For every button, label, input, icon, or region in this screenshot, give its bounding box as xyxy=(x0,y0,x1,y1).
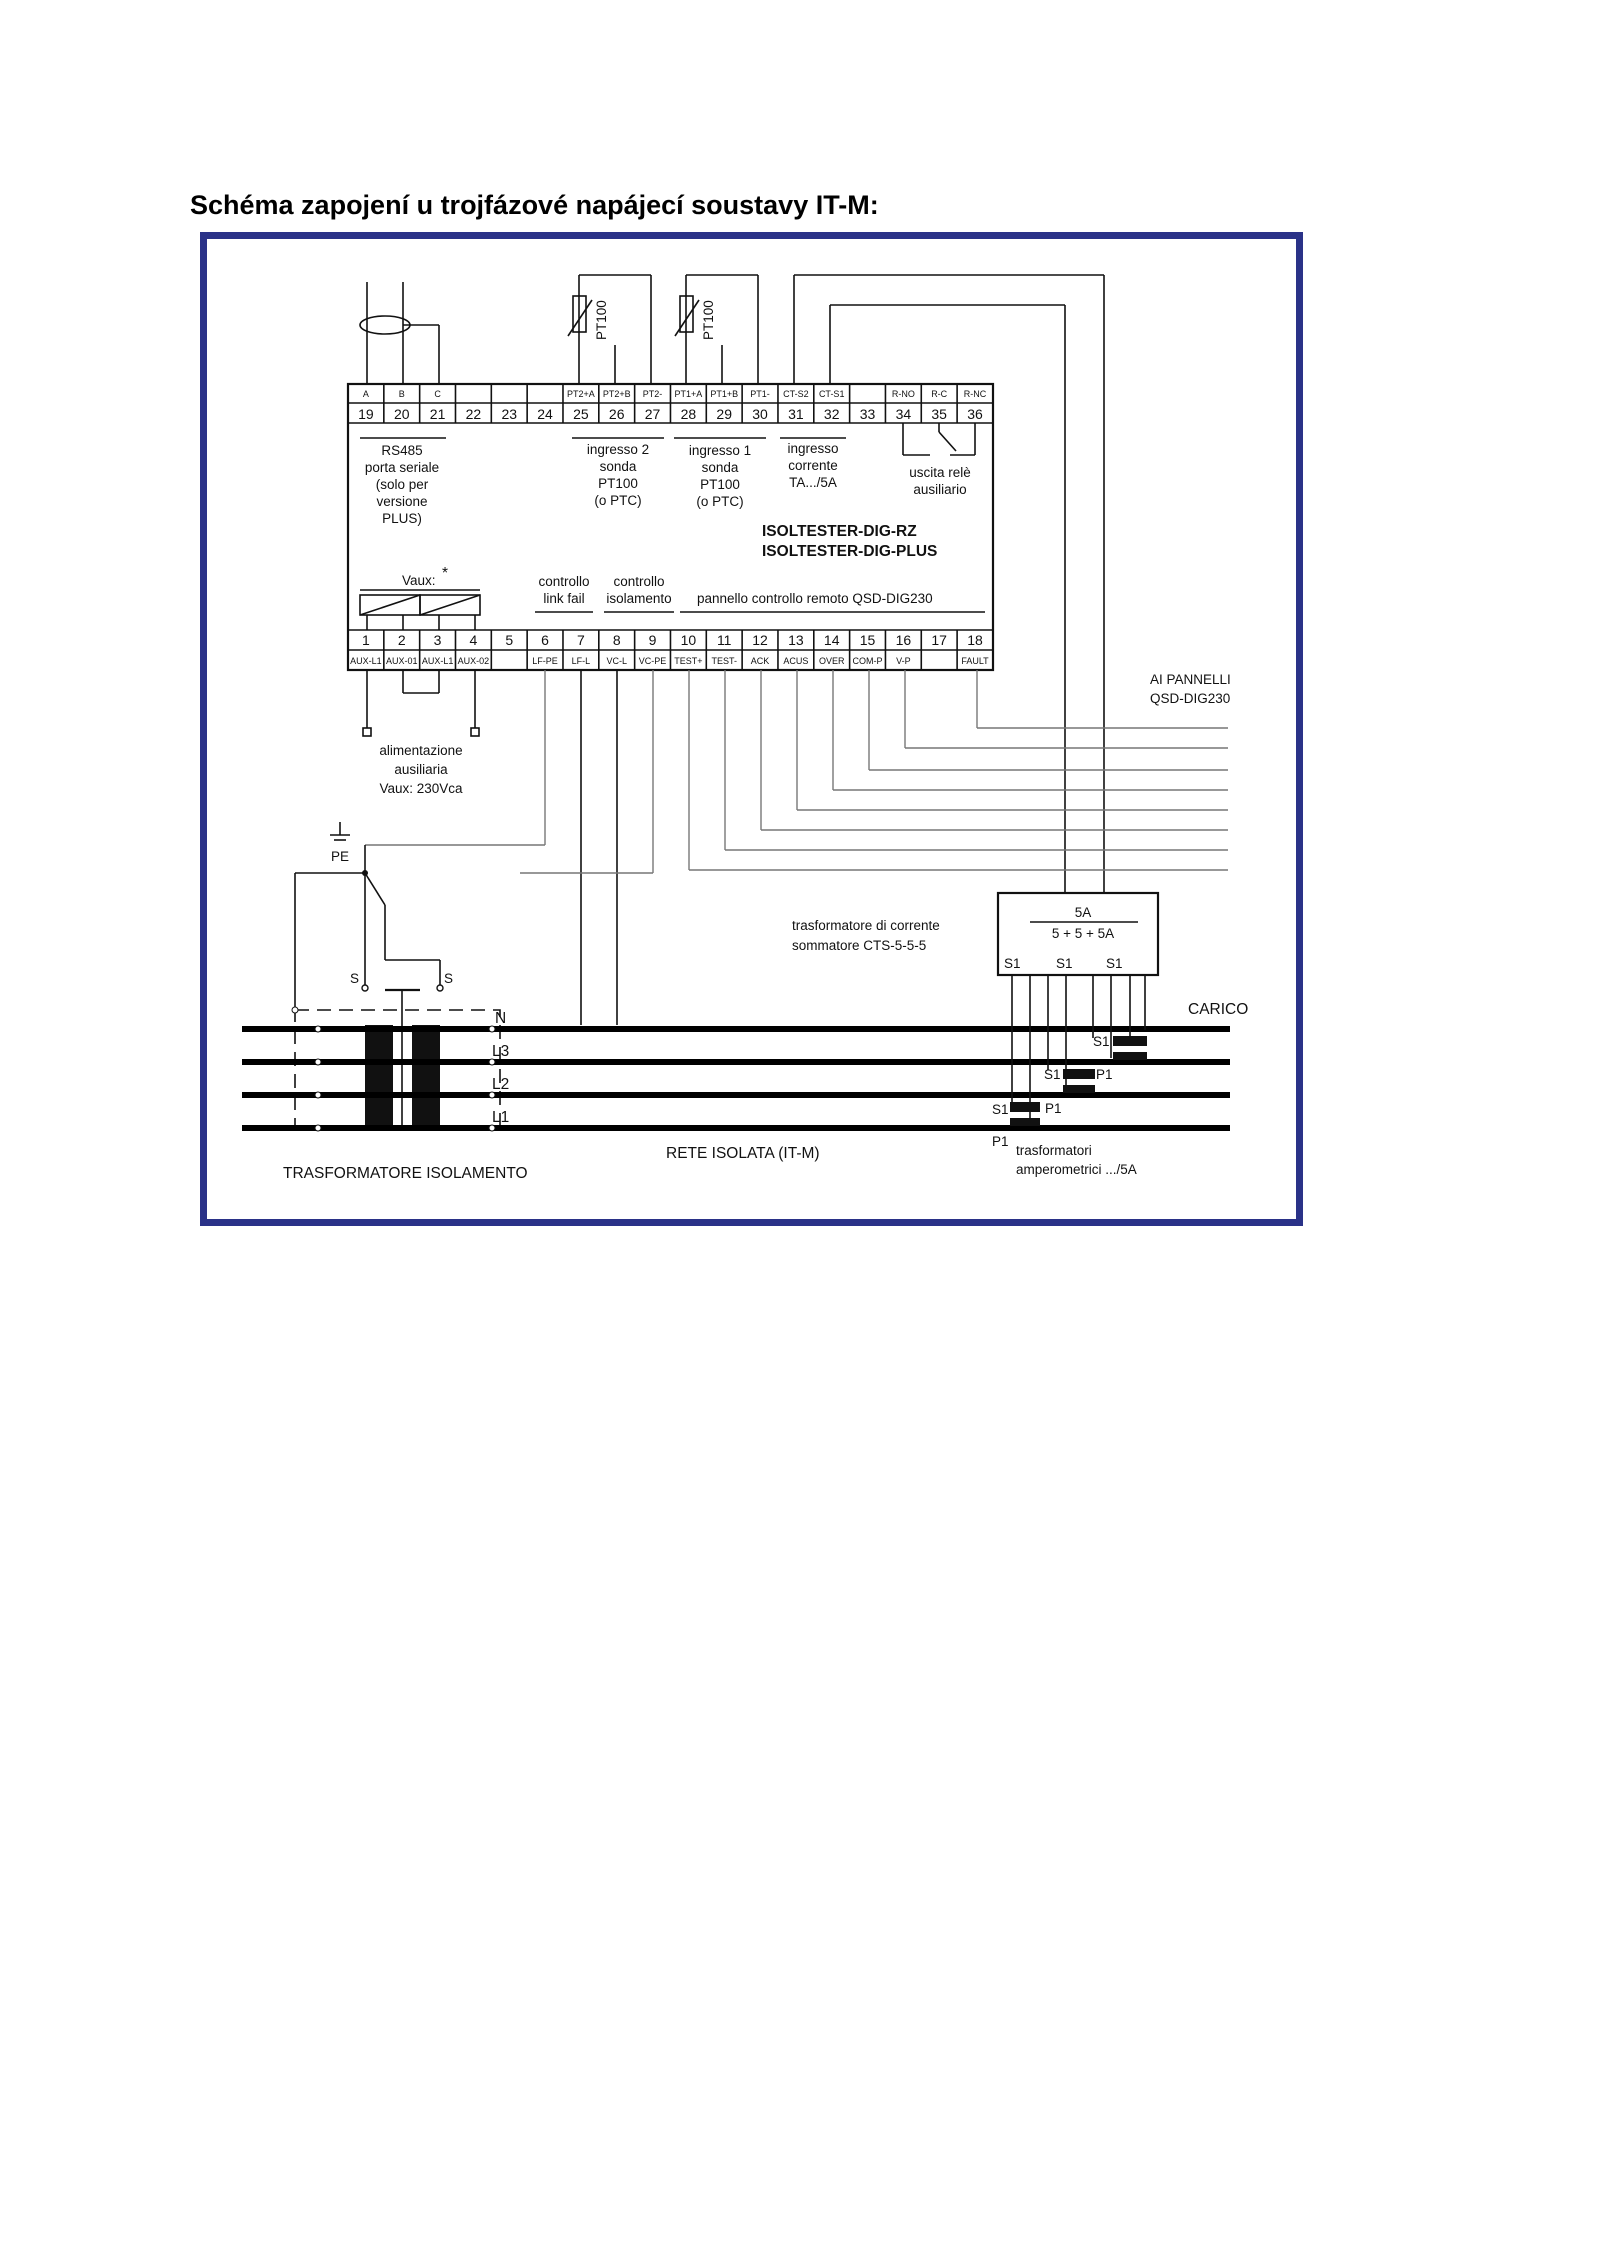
bottom-terminals-number-8: 9 xyxy=(648,632,657,648)
ingresso2-label-3: (o PTC) xyxy=(594,493,642,508)
bottom-terminals-number-7: 8 xyxy=(612,632,621,648)
ai-pannelli-1: QSD-DIG230 xyxy=(1150,691,1231,706)
bottom-terminals-label-3: AUX-02 xyxy=(457,656,490,666)
ct-wires xyxy=(794,275,1104,893)
top-terminals-number-7: 26 xyxy=(608,406,625,422)
pt100-sensor-2 xyxy=(568,275,651,384)
bottom-terminals-label-10: TEST- xyxy=(711,656,737,666)
top-terminals-label-12: CT-S2 xyxy=(783,389,809,399)
top-terminals-label-13: CT-S1 xyxy=(818,389,845,399)
top-terminals-number-9: 28 xyxy=(680,406,697,422)
model-name-rz: ISOLTESTER-DIG-RZ xyxy=(762,523,917,540)
sommatore-box-1: 5 + 5 + 5A xyxy=(1051,926,1115,941)
aux-coil-2 xyxy=(420,595,480,615)
top-terminals-label-9: PT1+A xyxy=(674,389,703,399)
sommatore-label-1: sommatore CTS-5-5-5 xyxy=(792,938,927,953)
rs485-cable xyxy=(360,282,439,384)
top-terminals-number-15: 34 xyxy=(895,406,912,422)
bottom-terminals-number-14: 15 xyxy=(859,632,876,648)
bus-label-l2: L2 xyxy=(492,1076,510,1093)
top-terminals-number-13: 32 xyxy=(823,406,840,422)
ingresso-corrente-1: corrente xyxy=(788,458,838,473)
bottom-terminals-number-13: 14 xyxy=(823,632,840,648)
bottom-terminals-label-14: COM-P xyxy=(852,656,883,666)
top-terminals-label-11: PT1- xyxy=(750,389,770,399)
top-terminals-label-17: R-NC xyxy=(963,389,987,399)
bottom-terminals-label-8: VC-PE xyxy=(638,656,667,666)
top-terminals-number-16: 35 xyxy=(931,406,947,422)
bottom-terminals-label-7: VC-L xyxy=(606,656,627,666)
page-title: Schéma zapojení u trojfázové napájecí soustavy IT-M: xyxy=(190,190,879,220)
top-terminals-number-4: 23 xyxy=(501,406,518,422)
bottom-terminals-number-6: 7 xyxy=(576,632,585,648)
ingresso2-label-2: PT100 xyxy=(598,476,638,491)
ct-l1-s1: S1 xyxy=(992,1102,1009,1117)
top-terminals-label-7: PT2+B xyxy=(602,389,631,399)
bus-label-l3: L3 xyxy=(492,1043,510,1060)
vaux-asterisk: * xyxy=(442,565,449,582)
panel-wires xyxy=(689,670,1231,870)
sommatore-label-0: trasformatore di corrente xyxy=(792,918,940,933)
bottom-terminals-label-13: OVER xyxy=(818,656,845,666)
bottom-terminals-label-5: LF-PE xyxy=(532,656,558,666)
aux-coil-1 xyxy=(360,595,420,615)
bottom-terminals-label-15: V-P xyxy=(896,656,911,666)
alimentazione-0: alimentazione xyxy=(379,743,463,758)
rs485-label-0: RS485 xyxy=(381,443,423,458)
top-terminals-label-0: A xyxy=(362,389,369,399)
pe-label: PE xyxy=(331,849,350,864)
top-terminals-number-10: 29 xyxy=(716,406,733,422)
bottom-terminals-number-10: 11 xyxy=(716,632,732,648)
ingresso2-label-0: ingresso 2 xyxy=(586,442,650,457)
ingresso-corrente-0: ingresso xyxy=(787,441,839,456)
top-terminals-label-16: R-C xyxy=(931,389,948,399)
bottom-terminals-number-11: 12 xyxy=(752,632,768,648)
bottom-terminals-number-16: 17 xyxy=(931,632,947,648)
controllo-link-0: controllo xyxy=(538,574,590,589)
bottom-terminals-number-3: 4 xyxy=(469,632,478,648)
s-label-2: S xyxy=(444,971,454,986)
top-terminals-number-0: 19 xyxy=(358,406,374,422)
bottom-terminals-number-1: 2 xyxy=(397,632,406,648)
ingresso-corrente-2: TA.../5A xyxy=(789,475,837,490)
rs485-label-2: (solo per xyxy=(375,477,429,492)
earth-icon xyxy=(330,822,350,840)
aux-supply-wires xyxy=(363,670,479,736)
ingresso1-label-3: (o PTC) xyxy=(696,494,744,509)
bottom-terminals-label-6: LF-L xyxy=(571,656,591,666)
bottom-terminals-number-5: 6 xyxy=(541,632,549,648)
top-terminals-number-11: 30 xyxy=(752,406,768,422)
top-terminals-number-5: 24 xyxy=(537,406,553,422)
ct-secondary-wires xyxy=(1012,975,1145,1122)
ai-pannelli-0: AI PANNELLI xyxy=(1150,672,1231,687)
relay-contact-symbol xyxy=(903,423,975,455)
top-terminals-number-6: 25 xyxy=(573,406,589,422)
ingresso1-label-0: ingresso 1 xyxy=(688,443,752,458)
sommatore-box-0: 5A xyxy=(1074,905,1092,920)
pt100-label-b: PT100 xyxy=(701,300,716,340)
rs485-label-3: versione xyxy=(376,494,428,509)
vaux-label: Vaux: xyxy=(402,573,436,588)
link-fail-wires xyxy=(365,670,653,1025)
ct-l2-p1: P1 xyxy=(1045,1101,1062,1116)
bottom-terminals-number-17: 18 xyxy=(967,632,983,648)
ingresso2-label-1: sonda xyxy=(599,459,637,474)
pannello-label: pannello controllo remoto QSD-DIG230 xyxy=(697,591,933,606)
ct-l3-s1: S1 xyxy=(1093,1034,1110,1049)
alimentazione-1: ausiliaria xyxy=(394,762,448,777)
top-terminals-label-1: B xyxy=(398,389,405,399)
top-terminals-number-3: 22 xyxy=(465,406,482,422)
alimentazione-2: Vaux: 230Vca xyxy=(379,781,463,796)
ct-l1-p1: P1 xyxy=(992,1134,1009,1149)
bottom-terminals-number-12: 13 xyxy=(788,632,804,648)
bottom-terminals-number-9: 10 xyxy=(680,632,697,648)
top-terminals-label-8: PT2- xyxy=(642,389,663,399)
bus-label-n: N xyxy=(495,1010,507,1027)
sommatore-s1-3: S1 xyxy=(1106,956,1123,971)
trasformatore-isolamento-label: TRASFORMATORE ISOLAMENTO xyxy=(283,1165,528,1182)
current-transformer-l1 xyxy=(1010,1102,1040,1126)
bottom-terminals-number-15: 16 xyxy=(895,632,912,648)
ct-l2-s1: S1 xyxy=(1044,1067,1061,1082)
top-terminals-number-1: 20 xyxy=(393,406,410,422)
controllo-iso-1: isolamento xyxy=(606,591,672,606)
rete-isolata-label: RETE ISOLATA (IT-M) xyxy=(666,1145,820,1162)
top-terminals-number-8: 27 xyxy=(644,406,661,422)
ingresso1-label-1: sonda xyxy=(701,460,739,475)
pt100-label-a: PT100 xyxy=(594,300,609,340)
top-terminals-label-2: C xyxy=(434,389,441,399)
bus-label-l1: L1 xyxy=(492,1109,510,1126)
bottom-terminals-label-17: FAULT xyxy=(961,656,989,666)
ingresso1-label-2: PT100 xyxy=(700,477,740,492)
bottom-terminals-label-12: ACUS xyxy=(783,656,809,666)
bottom-terminals-number-4: 5 xyxy=(505,632,514,648)
top-terminals-label-15: R-NO xyxy=(891,389,915,399)
top-terminals-number-17: 36 xyxy=(967,406,983,422)
model-name-plus: ISOLTESTER-DIG-PLUS xyxy=(762,543,938,560)
rs485-label-1: porta seriale xyxy=(364,460,440,475)
bottom-terminals-number-2: 3 xyxy=(433,632,442,648)
bottom-terminals-label-2: AUX-L1 xyxy=(421,656,454,666)
sommatore-s1-2: S1 xyxy=(1056,956,1073,971)
uscita-label-0: uscita relè xyxy=(909,465,971,480)
pt100-sensor-1 xyxy=(675,275,758,384)
s-label-1: S xyxy=(350,971,360,986)
uscita-label-1: ausiliario xyxy=(913,482,967,497)
bottom-terminals-label-9: TEST+ xyxy=(674,656,703,666)
trasformatori-amp-1: amperometrici .../5A xyxy=(1016,1162,1137,1177)
bottom-terminals-label-0: AUX-L1 xyxy=(350,656,382,666)
carico-label: CARICO xyxy=(1188,1001,1249,1018)
current-transformer-l3 xyxy=(1113,1036,1147,1060)
top-terminals-number-2: 21 xyxy=(429,406,446,422)
bus-terminals xyxy=(292,1007,495,1131)
controllo-iso-0: controllo xyxy=(613,574,665,589)
bottom-terminals-label-11: ACK xyxy=(750,656,770,666)
rs485-label-4: PLUS) xyxy=(382,511,422,526)
top-terminals-number-14: 33 xyxy=(859,406,876,422)
ct-l3-p1: P1 xyxy=(1096,1067,1113,1082)
top-terminals-label-6: PT2+A xyxy=(567,389,595,399)
controllo-link-1: link fail xyxy=(543,591,585,606)
current-transformer-l2 xyxy=(1063,1069,1095,1093)
bottom-terminals-number-0: 1 xyxy=(362,632,370,648)
sommatore-s1-1: S1 xyxy=(1004,956,1021,971)
bottom-terminals-label-1: AUX-01 xyxy=(385,656,418,666)
top-terminals-number-12: 31 xyxy=(788,406,804,422)
trasformatori-amp-0: trasformatori xyxy=(1016,1143,1092,1158)
top-terminals-label-10: PT1+B xyxy=(710,389,739,399)
